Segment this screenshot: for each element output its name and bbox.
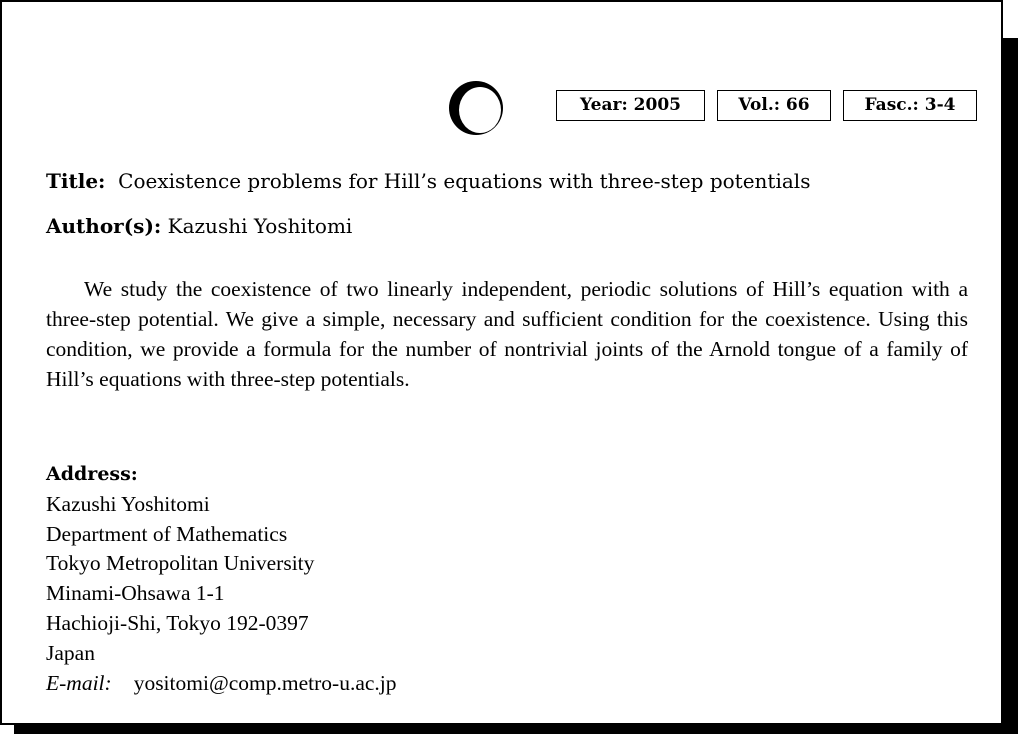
paper-title: Coexistence problems for Hill’s equations with three-step potentials (118, 169, 811, 193)
email-address[interactable]: yositomi@comp.metro-u.ac.jp (133, 670, 397, 695)
title-line (46, 169, 810, 193)
paper-author: Kazushi Yoshitomi (167, 214, 353, 238)
address-line: Tokyo Metropolitan University (46, 551, 315, 576)
email-label: E-mail: (46, 670, 112, 695)
address-line: Kazushi Yoshitomi (46, 491, 210, 516)
year-box: Year: 2005 (556, 90, 705, 121)
fascicle-box: Fasc.: 3-4 (843, 90, 977, 121)
address-line: Hachioji-Shi, Tokyo 192-0397 (46, 610, 309, 635)
address-block (46, 460, 397, 698)
address-heading: Address: (46, 463, 138, 485)
volume-box: Vol.: 66 (717, 90, 831, 121)
abstract: We study the coexistence of two linearly independent, periodic solutions of Hill’s equation with a three-step potential. We give a simple, necessary and sufficient condition for the coexistence. Using this condition, we provide a formula for the number of nontrivial joints of the Arnold tongue of a family of Hill’s equations with three-step potentials. (46, 277, 968, 391)
address-line: Department of Mathematics (46, 521, 288, 546)
author-label: Author(s): (46, 214, 162, 238)
title-label: Title: (46, 169, 106, 193)
crescent-logo-icon (448, 80, 504, 136)
email-line (46, 669, 397, 699)
author-line (46, 214, 352, 238)
address-line: Minami-Ohsawa 1-1 (46, 581, 225, 606)
address-line: Japan (46, 640, 95, 665)
